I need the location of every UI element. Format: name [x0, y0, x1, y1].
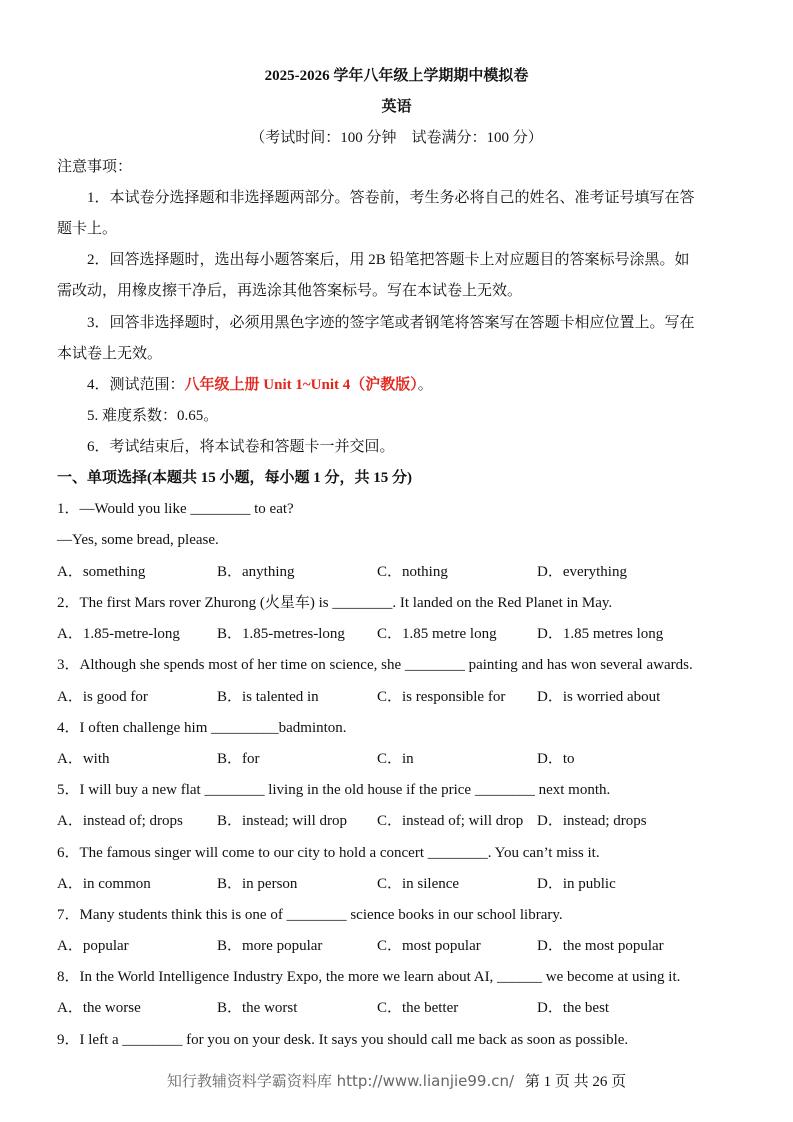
question-1-answer-line: —Yes, some bread, please. — [57, 532, 219, 548]
subject-title: 英语 — [381, 99, 412, 115]
option-a: A．instead of; drops — [57, 813, 183, 829]
option-a: A．in common — [57, 876, 151, 892]
question-8-options — [57, 998, 757, 1018]
question-4-stem: 4．I often challenge him _________badminton. — [57, 720, 347, 736]
question-3-stem: 3．Although she spends most of her time on science, she ________ painting and has won several awards. — [57, 657, 693, 673]
question-1-options — [57, 562, 757, 582]
option-c: C．in — [377, 751, 414, 767]
option-a: A．something — [57, 564, 146, 580]
exam-title: 2025-2026 学年八年级上学期期中模拟卷 — [264, 68, 529, 84]
option-c: C．is responsible for — [377, 689, 506, 705]
note-5: 5. 难度系数：0.65。 — [87, 408, 219, 424]
question-6-stem: 6．The famous singer will come to our city to hold a concert ________. You can’t miss it. — [57, 845, 600, 861]
option-b: B．instead; will drop — [217, 813, 347, 829]
note-1-line-2: 题卡上。 — [57, 221, 118, 237]
option-b: B．in person — [217, 876, 298, 892]
option-d: D．everything — [537, 564, 627, 580]
note-3-line-1: 3．回答非选择题时，必须用黑色字迹的签字笔或者钢笔将答案写在答题卡相应位置上。写在 — [87, 315, 695, 331]
section-1-heading: 一、单项选择(本题共 15 小题，每小题 1 分，共 15 分) — [57, 470, 412, 486]
test-scope: 八年级上册 Unit 1~Unit 4（沪教版） — [184, 377, 418, 393]
notes-heading: 注意事项： — [57, 159, 133, 175]
note-2-line-1: 2．回答选择题时，选出每小题答案后，用 2B 铅笔把答题卡上对应题目的答案标号涂黑。如 — [87, 252, 690, 268]
question-5-stem: 5．I will buy a new flat ________ living in the old house if the price ________ next month. — [57, 782, 611, 798]
option-a: A．with — [57, 751, 110, 767]
option-c: C．most popular — [377, 938, 481, 954]
option-d: D．instead; drops — [537, 813, 647, 829]
question-7-stem: 7．Many students think this is one of ________ science books in our school library. — [57, 907, 563, 923]
option-c: C．the better — [377, 1000, 459, 1016]
option-c: C．in silence — [377, 876, 460, 892]
question-7-options — [57, 936, 757, 956]
option-d: D．the best — [537, 1000, 610, 1016]
question-6-options — [57, 874, 757, 894]
note-6: 6．考试结束后，将本试卷和答题卡一并交回。 — [87, 439, 395, 455]
option-b: B．is talented in — [217, 689, 319, 705]
option-d: D．is worried about — [537, 689, 661, 705]
note-3-line-2: 本试卷上无效。 — [57, 346, 163, 362]
option-b: B．more popular — [217, 938, 323, 954]
note-4 — [87, 375, 777, 395]
option-b: B．for — [217, 751, 260, 767]
page-footer — [0, 1070, 793, 1091]
note-4-prefix: 4．测试范围： — [87, 377, 185, 393]
option-d: D．the most popular — [537, 938, 664, 954]
option-b: B．anything — [217, 564, 295, 580]
note-1-line-1: 1．本试卷分选择题和非选择题两部分。答卷前，考生务必将自己的姓名、准考证号填写在答 — [87, 190, 695, 206]
option-d: D．1.85 metres long — [537, 626, 664, 642]
option-d: D．to — [537, 751, 575, 767]
question-2-stem: 2．The first Mars rover Zhurong (火星车) is ________. It landed on the Red Planet in May. — [57, 595, 613, 611]
exam-meta: （考试时间：100 分钟 试卷满分：100 分） — [250, 130, 543, 146]
question-5-options — [57, 811, 757, 831]
option-b: B．1.85-metres-long — [217, 626, 345, 642]
question-8-stem: 8．In the World Intelligence Industry Expo, the more we learn about AI, ______ we become at using it. — [57, 969, 681, 985]
option-a: A．1.85-metre-long — [57, 626, 180, 642]
question-3-options — [57, 687, 757, 707]
option-c: C．1.85 metre long — [377, 626, 497, 642]
option-a: A．is good for — [57, 689, 148, 705]
note-2-line-2: 需改动，用橡皮擦干净后，再选涂其他答案标号。写在本试卷上无效。 — [57, 283, 523, 299]
watermark-text: 知行教辅资料学霸资料库 http://www.lianjie99.cn/ — [166, 1072, 515, 1090]
question-9-stem: 9．I left a ________ for you on your desk. It says you should call me back as soon as possible. — [57, 1032, 629, 1048]
option-b: B．the worst — [217, 1000, 298, 1016]
note-4-suffix: 。 — [417, 377, 433, 393]
option-c: C．instead of; will drop — [377, 813, 524, 829]
question-1-stem: 1．—Would you like ________ to eat? — [57, 501, 294, 517]
page-number: 第 1 页 共 26 页 — [524, 1074, 627, 1090]
option-a: A．popular — [57, 938, 129, 954]
question-4-options — [57, 749, 757, 769]
option-c: C．nothing — [377, 564, 448, 580]
question-2-options — [57, 624, 757, 644]
option-a: A．the worse — [57, 1000, 141, 1016]
option-d: D．in public — [537, 876, 616, 892]
